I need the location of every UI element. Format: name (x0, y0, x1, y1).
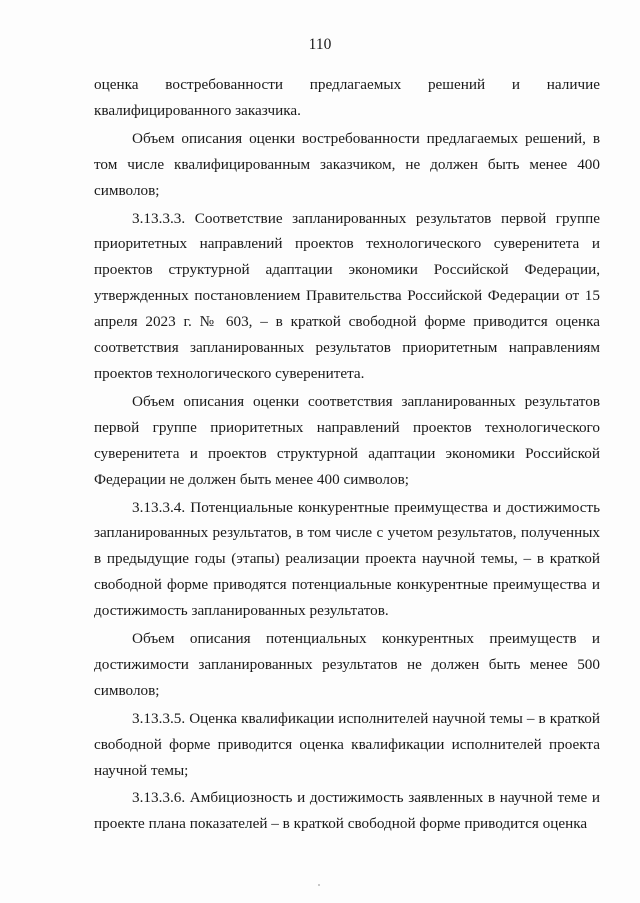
paragraph: Объем описания оценки соответствия запланированных результатов первой группе приоритетных направлений проектов технологического суверенитета и проектов структурной адаптации экономики Российской Федерации не должен быть менее 400 символов; (94, 392, 600, 488)
paragraph-continuation: оценка востребованности предлагаемых решений и наличие квалифицированного заказчика. (94, 76, 600, 119)
paragraph: Объем описания оценки востребованности предлагаемых решений, в том числе квалифицированным заказчиком, не должен быть менее 400 символов; (94, 129, 600, 199)
paragraph: Объем описания потенциальных конкурентных преимуществ и достижимости запланированных результатов не должен быть менее 500 символов; (94, 630, 600, 699)
paragraph-section-3-13-3-5: 3.13.3.5. Оценка квалификации исполнителей научной темы – в краткой свободной форме приводится оценка квалификации исполнителей проекта научной темы; (94, 709, 600, 779)
paragraph-section-3-13-3-3: 3.13.3.3. Соответствие запланированных результатов первой группе приоритетных направлений проектов технологического суверенитета и проектов структурной адаптации экономики Российской Федерации, утвержденных постановлением Правительства Российской Федерации от 15 апреля 2023 г. № 603, – в краткой свободной форме приводится оценка соответствия запланированных результатов приоритетным направлениям проектов технологического суверенитета. (94, 209, 600, 382)
page-number: 110 (308, 36, 332, 53)
paragraph-section-3-13-3-4: 3.13.3.4. Потенциальные конкурентные преимущества и достижимость запланированных результатов, в том числе с учетом результатов, полученных в предыдущие годы (этапы) реализации проекта научной темы, – в краткой свободной форме приводятся потенциальные конкурентные преимущества и достижимость запланированных результатов. (94, 498, 600, 620)
document-body (94, 72, 600, 839)
paragraph-section-3-13-3-6: 3.13.3.6. Амбициозность и достижимость заявленных в научной теме и проекте плана показателей – в краткой свободной форме приводится оценка (94, 789, 600, 833)
scan-speck (318, 884, 320, 886)
